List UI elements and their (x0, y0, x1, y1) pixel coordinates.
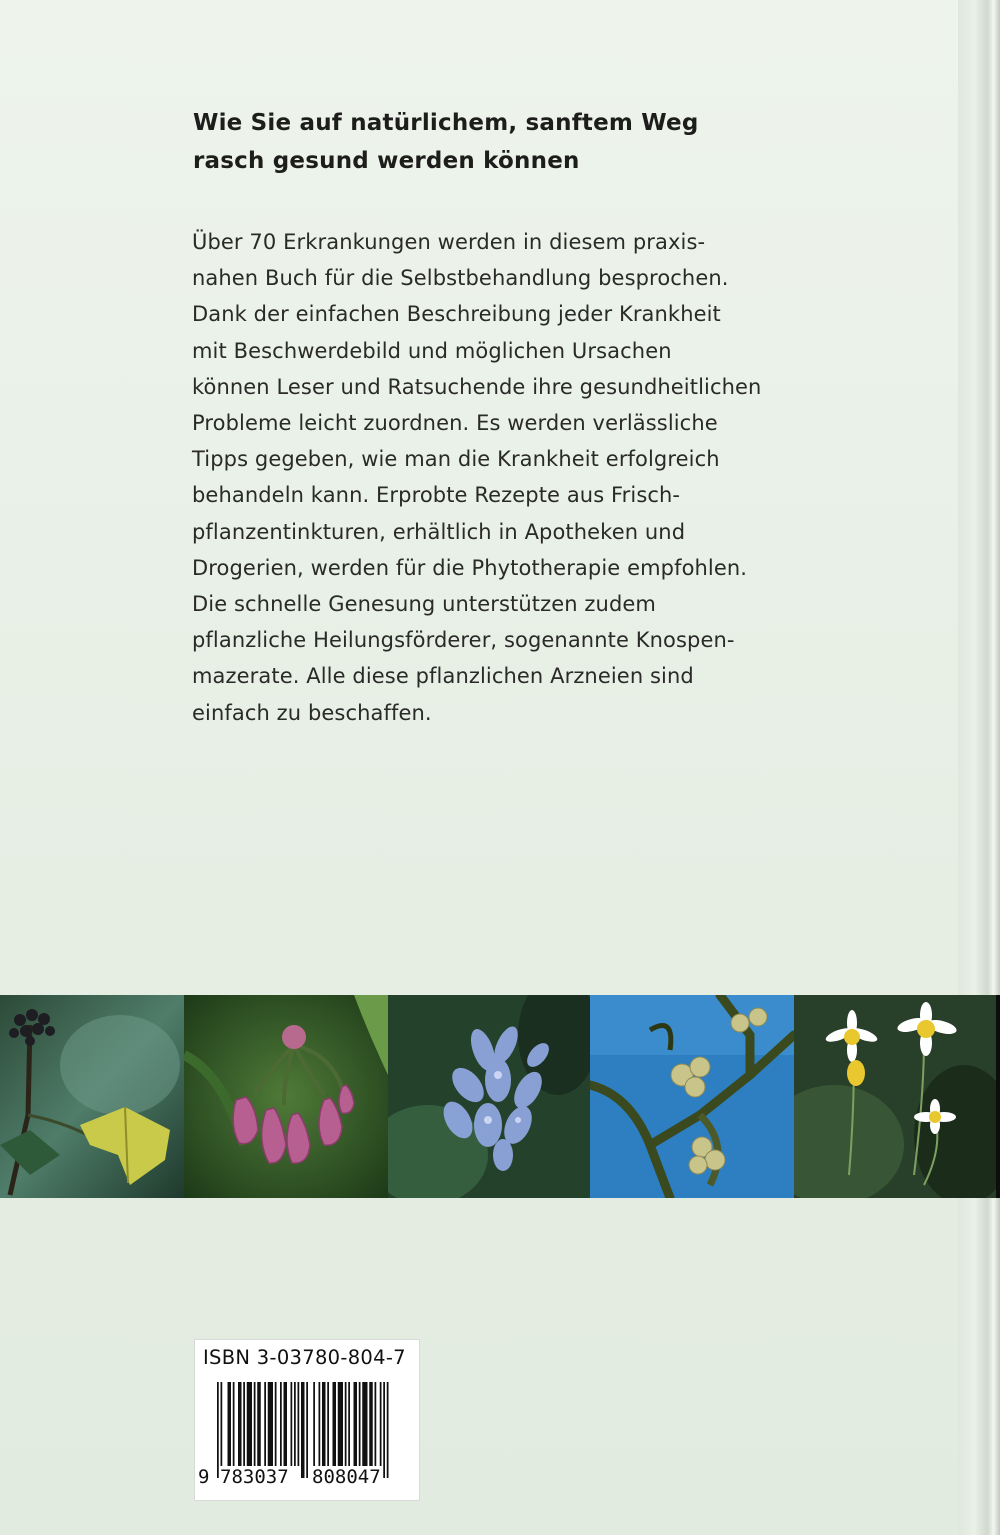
barcode-label (194, 1339, 420, 1501)
barcode-bar (275, 1382, 277, 1466)
barcode-bar (354, 1382, 358, 1466)
description-line: pflanzliche Heilungsförderer, sogenannte Knospen- (192, 628, 735, 653)
barcode-bar (294, 1382, 296, 1466)
comfrey-flowers-icon (184, 995, 388, 1198)
description (192, 224, 812, 731)
barcode-bar (221, 1382, 223, 1478)
barcode-bar (322, 1382, 326, 1466)
barcode-bar (254, 1382, 256, 1466)
barcode-bar (383, 1382, 385, 1478)
barcode-bar (238, 1382, 242, 1466)
barcode-bar (228, 1382, 232, 1466)
barcode-bar (313, 1382, 315, 1466)
strip-edge (996, 995, 1000, 1198)
description-line: behandeln kann. Erprobte Rezepte aus Frisch- (192, 483, 681, 508)
barcode-bar (291, 1382, 293, 1466)
barcode-bar (247, 1382, 252, 1466)
ean-first-digit: 9 (198, 1466, 210, 1488)
plant-photo-strip (0, 995, 1000, 1198)
barcode-bar (264, 1382, 266, 1466)
barcode-bar (306, 1382, 308, 1478)
description-line: Über 70 Erkrankungen werden in diesem praxis- (192, 230, 706, 254)
isbn-number: ISBN 3-03780-804-7 (203, 1346, 406, 1369)
barcode-bar (284, 1382, 288, 1466)
barcode-bar (257, 1382, 261, 1466)
barcode-bar (387, 1382, 389, 1478)
barcode-bar (375, 1382, 377, 1466)
barcode-bar (301, 1382, 305, 1478)
headline-line-1: Wie Sie auf natürlichem, sanftem Weg (193, 110, 699, 136)
ivy-berries-icon (0, 995, 184, 1198)
barcode-bar (327, 1382, 329, 1466)
ean-right-group: 808047 (312, 1466, 381, 1488)
rosemary-flowers-icon (388, 995, 590, 1198)
barcode-bar (380, 1382, 382, 1466)
description-line: Tipps gegeben, wie man die Krankheit erfolgreich (192, 447, 720, 472)
ean-left-group: 783037 (220, 1466, 289, 1488)
barcode-bar (333, 1382, 337, 1466)
description-line: Probleme leicht zuordnen. Es werden verlässliche (192, 411, 718, 436)
barcode-icon (203, 1382, 411, 1478)
description-line: mazerate. Alle diese pflanzlichen Arzneien sind (192, 664, 694, 689)
barcode-bar (298, 1382, 300, 1466)
ean-digits (195, 1466, 419, 1494)
barcode-bar (362, 1382, 367, 1466)
description-line: mit Beschwerdebild und möglichen Ursachen (192, 338, 672, 363)
chamomile-icon (794, 995, 996, 1198)
barcode-bar (338, 1382, 343, 1466)
barcode-bar (217, 1382, 219, 1478)
mistletoe-icon (590, 995, 794, 1198)
barcode-bar (233, 1382, 235, 1466)
description-line: nahen Buch für die Selbstbehandlung besprochen. (192, 266, 729, 291)
barcode-bar (348, 1382, 350, 1466)
barcode-bar (319, 1382, 321, 1466)
description-line: einfach zu beschaffen. (192, 700, 432, 725)
barcode-bar (345, 1382, 347, 1466)
description-line: Die schnelle Genesung unterstützen zudem (192, 592, 656, 617)
headline-line-2: rasch gesund werden können (193, 148, 580, 174)
barcode-bar (268, 1382, 273, 1466)
barcode-bar (243, 1382, 245, 1466)
description-line: können Leser und Ratsuchende ihre gesundheitlichen (192, 374, 762, 399)
barcode-bar (359, 1382, 361, 1466)
description-line: pflanzentinkturen, erhältlich in Apotheken und (192, 519, 686, 544)
spine-edge (958, 0, 1000, 1535)
barcode-bar (369, 1382, 373, 1466)
description-line: Drogerien, werden für die Phytotherapie empfohlen. (192, 555, 748, 580)
headline (193, 104, 753, 180)
barcode-bar (280, 1382, 282, 1466)
description-line: Dank der einfachen Beschreibung jeder Krankheit (192, 302, 721, 327)
